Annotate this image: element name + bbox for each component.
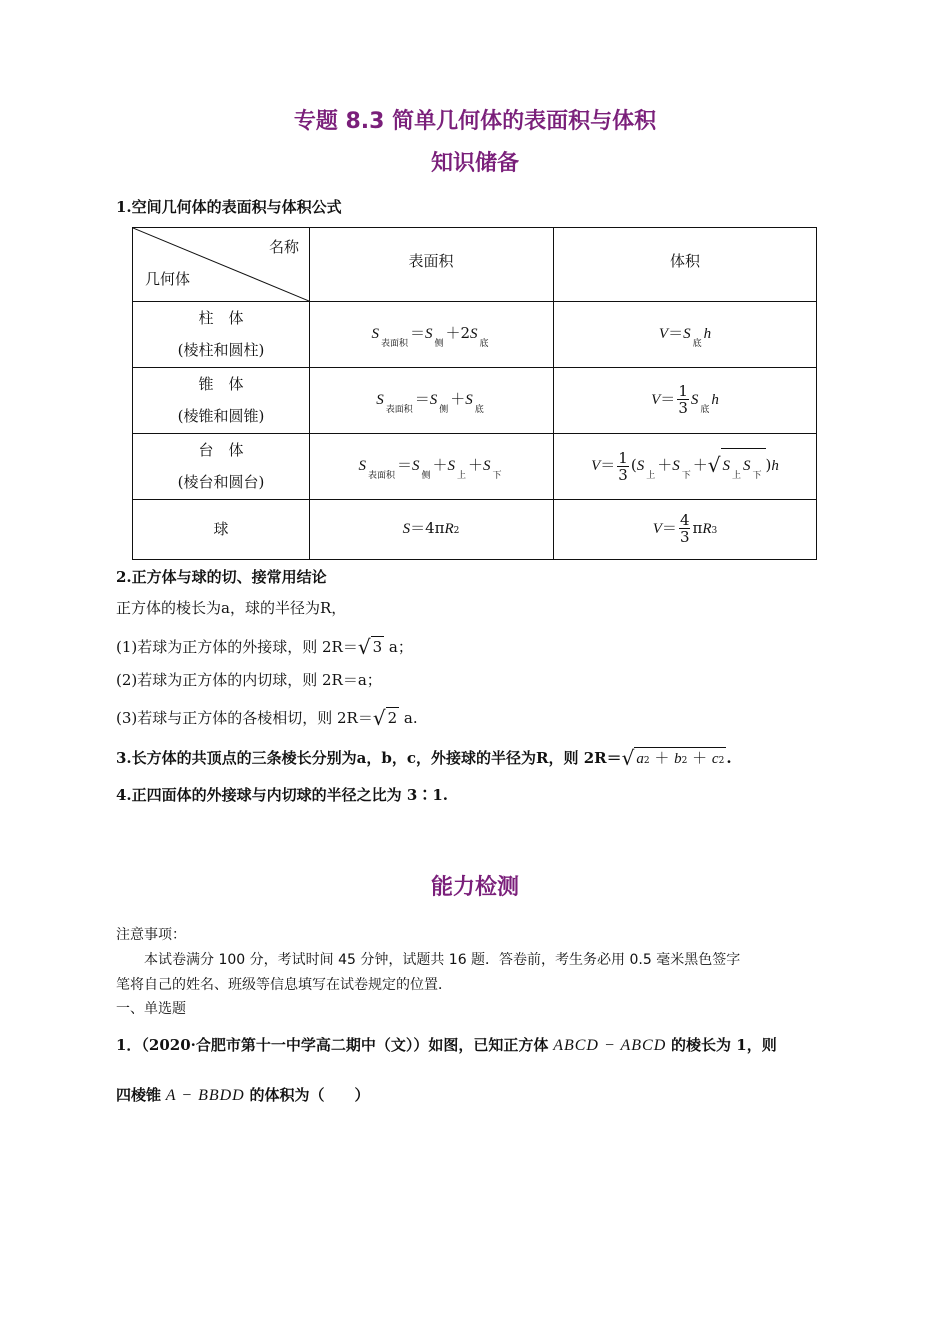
row-name: 台 体 <box>198 441 244 459</box>
formula-sphere-surface: S＝4πR2 <box>402 518 460 537</box>
notice-line-1: 本试卷满分 100 分，考试时间 45 分钟，试题共 16 题．答卷前，考生务必用 0.5 毫米黑色签字 <box>144 952 741 968</box>
question-1-line-2: 四棱锥 A − BBDD 的体积为（ ） <box>116 1086 370 1104</box>
section-title-knowledge: 知识储备 <box>430 151 519 176</box>
section-single-choice: 一、单选题 <box>116 1001 186 1017</box>
formula-sphere-volume: V＝ $\frac{4}{3}$ πR3 <box>652 511 718 546</box>
table-corner-solid: 几何体 <box>145 270 191 288</box>
formula-frustum-surface: $S_{表面积}=S_侧+S_上+S_下$ <box>358 455 502 481</box>
section2-heading: 2.正方体与球的切、接常用结论 <box>116 568 327 586</box>
formula-pyramid-surface: $S_{表面积}=S_侧+S_底$ <box>376 389 484 415</box>
row-sub: (棱台和圆台) <box>177 473 265 491</box>
row-name: 柱 体 <box>198 309 244 327</box>
table-header-volume: 体积 <box>669 252 700 270</box>
section4-text: 4.正四面体的外接球与内切球的半径之比为 3∶1. <box>116 786 448 804</box>
section2-item-1: (1)若球为正方体的外接球，则 2R＝√ 3 a； <box>116 635 413 659</box>
table-row-prism <box>133 301 309 367</box>
row-name: 锥 体 <box>198 375 244 393</box>
table-header-surface: 表面积 <box>408 252 454 270</box>
page-title: 专题 8.3 简单几何体的表面积与体积 <box>293 109 657 134</box>
notice-title: 注意事项： <box>116 927 186 943</box>
formula-pyramid-volume: V＝ $\frac{1}{3}$ $S_底h$ <box>651 382 719 417</box>
notice-line-2: 笔将自己的姓名、班级等信息填写在试卷规定的位置． <box>116 977 452 993</box>
row-sub: (棱柱和圆柱) <box>177 341 265 359</box>
table-row-sphere <box>133 499 309 559</box>
table-row-frustum <box>133 433 309 499</box>
formula-frustum-volume: V＝ $\frac{1}{3}$ ($S_上+S_下+√$ $S_上S_下)h$ <box>591 448 779 484</box>
formula-prism-volume: $V=S_底h$ <box>658 323 712 349</box>
table-row-pyramid <box>133 367 309 433</box>
formula-prism-surface: $S_{表面积}=S_侧+2S_底$ <box>371 323 489 349</box>
section3-text: 3.长方体的共顶点的三条棱长分别为a，b，c，外接球的半径为R，则 2R＝√ a2 ＋ b2 ＋ c2 . <box>116 746 732 770</box>
question-1-line-1: 1．（2020·合肥市第十一中学高二期中（文））如图，已知正方体 ABCD − ABCD 的棱长为 1，则 <box>116 1036 777 1054</box>
section2-item-3: (3)若球与正方体的各棱相切，则 2R＝√ 2 a. <box>116 706 418 730</box>
table-corner-name: 名称 <box>269 238 300 256</box>
row-name: 球 <box>213 520 229 538</box>
section1-heading: 1.空间几何体的表面积与体积公式 <box>116 198 342 216</box>
section2-intro: 正方体的棱长为a，球的半径为R， <box>116 599 347 617</box>
section2-item-2: (2)若球为正方体的内切球，则 2R＝a； <box>116 671 382 689</box>
section-title-exam: 能力检测 <box>430 875 519 900</box>
row-sub: (棱锥和圆锥) <box>177 407 265 425</box>
formula-table <box>132 227 817 560</box>
